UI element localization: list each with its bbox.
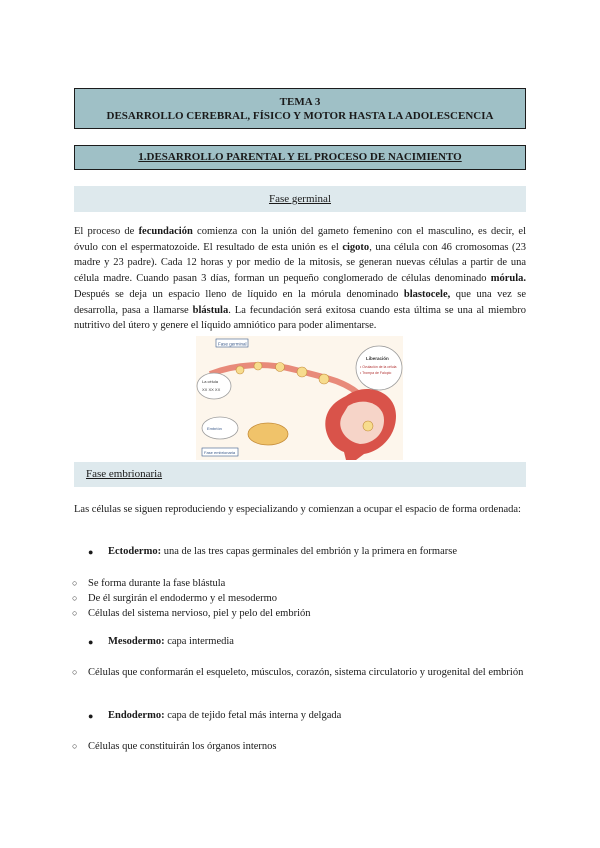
ovary xyxy=(248,423,288,445)
bullet-icon: ● xyxy=(88,711,94,721)
chapter-title-box xyxy=(74,88,526,129)
sub-item: ○ Células que conformarán el esqueleto, músculos, corazón, sistema circulatorio y urogenital del embrión xyxy=(88,665,528,681)
cell-stage-1 xyxy=(236,366,244,374)
implanted-blastula xyxy=(363,421,373,431)
circle-bullet-icon: ○ xyxy=(72,593,78,603)
sub-item: ○ Se forma durante la fase blástula xyxy=(88,576,528,592)
bubble-right-line-1: • Ovulación de la célula xyxy=(360,365,397,369)
circle-bullet-icon: ○ xyxy=(72,578,78,588)
section-title: 1.DESARROLLO PARENTAL Y EL PROCESO DE NACIMIENTO xyxy=(74,145,526,170)
cell-stage-3 xyxy=(276,363,285,372)
cell-stage-4 xyxy=(297,367,307,377)
germinal-paragraph: El proceso de fecundación comienza con la unión del gameto femenino con el masculino, es decir, el óvulo con el espermatozoide. El resultado de esta unión es el cigoto, una célula con 46 cromosomas (23 madre y 23 padre). Cada 12 horas y por medio de la mitosis, se generan nuevas células a partir de una célula madre. Cuando pasan 3 días, forman un pequeño conglomerado de células denominado mórula. Después se deja un espacio lleno de líquido en la mórula denominado blastocele, que una vez se desarrolla, pasa a llamarse blástula. La fecundación será exitosa cuando esta última se una al miembro nutritivo del útero y genere el líquido amniótico para poder alimentarse. xyxy=(74,226,527,332)
bubble-left xyxy=(197,373,231,399)
cell-stage-2 xyxy=(254,362,262,370)
sub-item: ○ De él surgirán el endodermo y el mesodermo xyxy=(88,591,528,607)
bubble-left-chromosomes: XX XX XX xyxy=(202,387,221,392)
sub-item: ○ Células que constituirán los órganos internos xyxy=(88,739,528,755)
cell-stage-5 xyxy=(319,374,329,384)
fertilization-diagram xyxy=(196,336,403,460)
circle-bullet-icon: ○ xyxy=(72,667,78,677)
bubble-left-title: La célula xyxy=(202,379,219,384)
circle-bullet-icon: ○ xyxy=(72,741,78,751)
bullet-icon: ● xyxy=(88,637,94,647)
sub-item: ○ Células del sistema nervioso, piel y pelo del embrión xyxy=(88,606,528,622)
chapter-number: TEMA 3 xyxy=(279,96,321,108)
embrionaria-intro: Las células se siguen reproduciendo y especializando y comienzan a ocupar el espacio de forma ordenada: xyxy=(74,504,521,515)
circle-bullet-icon: ○ xyxy=(72,608,78,618)
germinal-heading: Fase germinal xyxy=(74,186,526,212)
tag-bottom-text: Fase embrionaria xyxy=(204,450,236,455)
bubble-right-line-2: • Trompa de Falopio xyxy=(360,371,392,375)
chapter-title: DESARROLLO CEREBRAL, FÍSICO Y MOTOR HASTA LA ADOLESCENCIA xyxy=(106,110,494,122)
bullet-icon: ● xyxy=(88,547,94,557)
embrionaria-heading: Fase embrionaria xyxy=(74,462,526,487)
bubble-lower-left-title: Embrión xyxy=(207,426,222,431)
tag-top-text: Fase germinal xyxy=(218,341,247,347)
bubble-right-title: Liberación xyxy=(366,356,389,361)
